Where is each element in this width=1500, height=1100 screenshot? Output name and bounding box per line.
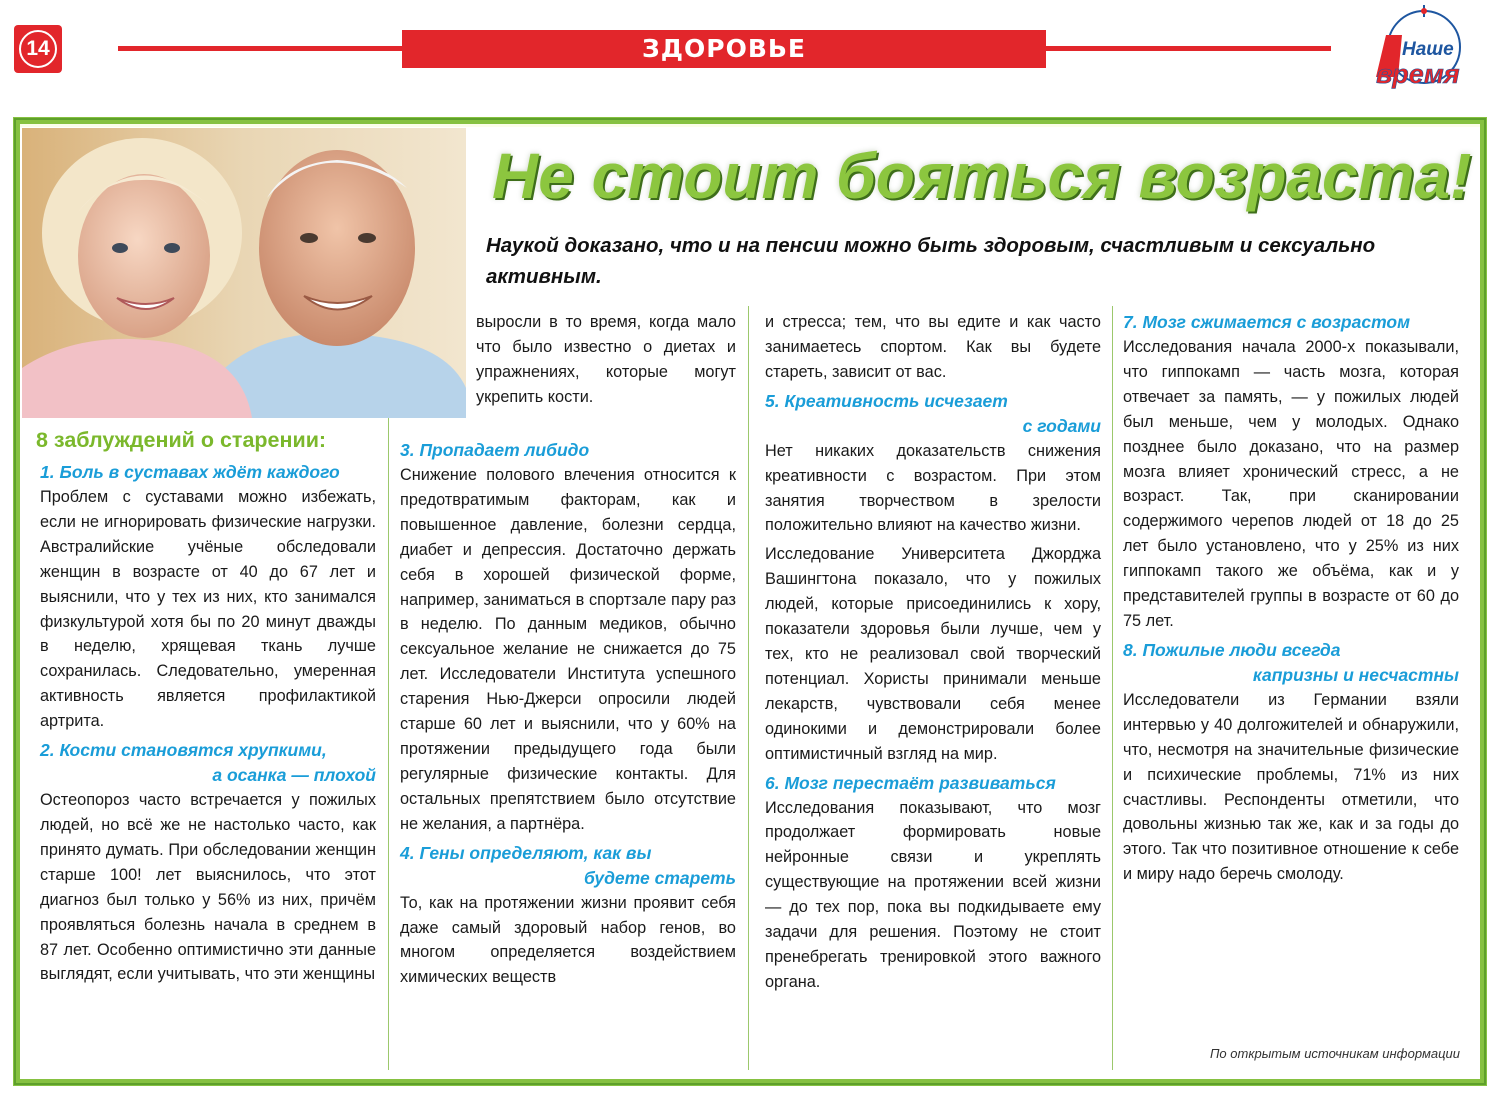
- column-divider: [1112, 306, 1113, 1070]
- myth-3-text: Снижение полового влечения относится к предотвратимым факторам, как и повышенное давление, болезни сердца, диабет и депрессия. Достаточно держать себя в хорошей физической форме, например, заниматься в спортзале пару раз в неделю. По данным медиков, обычно сексуальное желание не снижается до 75 лет. Исследователи Института успешного старения Нью-Джерси опросили людей старше 60 лет и выяснили, что у 60% на протяжении предыдущего года были регулярные физические контакты. Для остальных препятствием было отсутствие не желания, а партнёра.: [400, 466, 736, 833]
- myth-2-text: Остеопороз часто встречается у пожилых людей, но всё же не настолько часто, как принято думать. При обследовании женщин старше 100! лет выяснилось, что этот диагноз был только у 56% из них, причём проявляться болезнь начала в среднем в 87 лет. Особенно оптимистично эти данные выглядят, если учитывать, что эти женщины: [40, 791, 376, 984]
- myth-4-text-continued: и стресса; тем, что вы едите и как часто занимаетесь спортом. Как вы будете стареть, зависит от вас.: [765, 313, 1101, 381]
- myth-5-text-2: Исследование Университета Джорджа Вашингтона показало, что у пожилых людей, которые присоединились к хору, показатели здоровья были лучше, чем у тех, кто не реализовал свой творческий потенциал. Хористы принимали меньше лекарств, чувствовали себя менее одинокими и демонстрировали более оптимистичный взгляд на мир.: [765, 545, 1101, 763]
- header-rule-right: [1043, 46, 1331, 51]
- myth-8-title: 8. Пожилые люди всегда капризны и несчастны: [1123, 639, 1459, 685]
- column-4: [1123, 310, 1459, 887]
- myth-3-title: 3. Пропадает либидо: [400, 440, 590, 460]
- myth-6-title: 6. Мозг перестаёт развиваться: [765, 772, 1056, 793]
- myth-4-title: 4. Гены определяют, как вы будете стареть: [400, 842, 736, 888]
- myth-6-text: Исследования показывают, что мозг продолжает формировать новые нейронные связи и укреплять существующие на протяжении всей жизни — до тех пор, пока вы подкидываете ему задачи для решения. Поэтому не стоит пренебрегать тренировкой этого важного органа.: [765, 798, 1101, 991]
- page-number: 14: [19, 30, 57, 68]
- header-rule-left: [118, 46, 405, 51]
- myth-2-title: 2. Кости становятся хрупкими, а осанка — плохой: [40, 740, 376, 786]
- myth-1-text: Проблем с суставами можно избежать, если не игнорировать физические нагрузки. Австралийские учёные обследовали женщин в возрасте от 40 до 67 лет и выяснили, что у тех из них, кто занимался физкультурой хотя бы по 20 минут дважды в неделю, хрящевая ткань лучше сохранилась. Следовательно, умеренная активность является профилактикой артрита.: [40, 488, 376, 731]
- column-1: [40, 460, 376, 987]
- page-number-badge: [14, 25, 62, 73]
- column-divider: [388, 418, 389, 1070]
- myth-5-title: 5. Креативность исчезает с годами: [765, 390, 1101, 436]
- myth-7-title: 7. Мозг сжимается с возрастом: [1123, 312, 1411, 332]
- myths-title: 8 заблуждений о старении:: [36, 428, 327, 452]
- column-2-top: [476, 310, 736, 410]
- article-lead: Наукой доказано, что и на пенсии можно быть здоровым, счастливым и сексуально активным.: [486, 234, 1376, 288]
- logo-word-2: время: [1376, 59, 1460, 89]
- column-divider: [748, 306, 749, 1070]
- logo-word-1: Наше: [1402, 39, 1454, 60]
- myth-8-text: Исследователи из Германии взяли интервью у 40 долгожителей и обнаружили, что, несмотря на значительные физические и психические проблемы, 71% из них счастливы. Респонденты отметили, что довольны жизнью так же, как и за годы до этого. Так что позитивное отношение к себе и миру надо беречь смолоду.: [1123, 690, 1459, 884]
- myth-7-text: Исследования начала 2000-х показывали, что гиппокамп — часть мозга, которая отвечает за память, — у пожилых людей был меньше, чем у молодых. Однако позднее было доказано, что на размер мозга влияет хронический стресс, а не возраст. Так, при сканировании содержимого черепов людей от 18 до 25 лет было установлено, что у 25% из них гиппокамп такого же объёма, как и у представителей группы в возрасте от 60 до 75 лет.: [1123, 338, 1459, 630]
- column-2: [400, 438, 736, 990]
- newspaper-logo: [1362, 5, 1478, 97]
- article-headline: Не стоит бояться возраста!: [492, 140, 1472, 212]
- myth-1-title: 1. Боль в суставах ждёт каждого: [40, 462, 340, 482]
- column-3: [765, 310, 1101, 995]
- myth-2-text-continued: выросли в то время, когда мало что было известно о диетах и упражнениях, которые могут укрепить кости.: [476, 313, 736, 406]
- myth-4-text: То, как на протяжении жизни проявит себя даже самый здоровый набор генов, во многом определяется воздействием химических веществ: [400, 893, 736, 987]
- section-title: ЗДОРОВЬЕ: [402, 30, 1046, 68]
- myth-5-text: Нет никаких доказательств снижения креативности с возрастом. При этом занятия творчеством в зрелости положительно влияют на качество жизни.: [765, 441, 1101, 535]
- elderly-couple-photo: [22, 128, 466, 418]
- source-note: По открытым источникам информации: [1210, 1046, 1460, 1061]
